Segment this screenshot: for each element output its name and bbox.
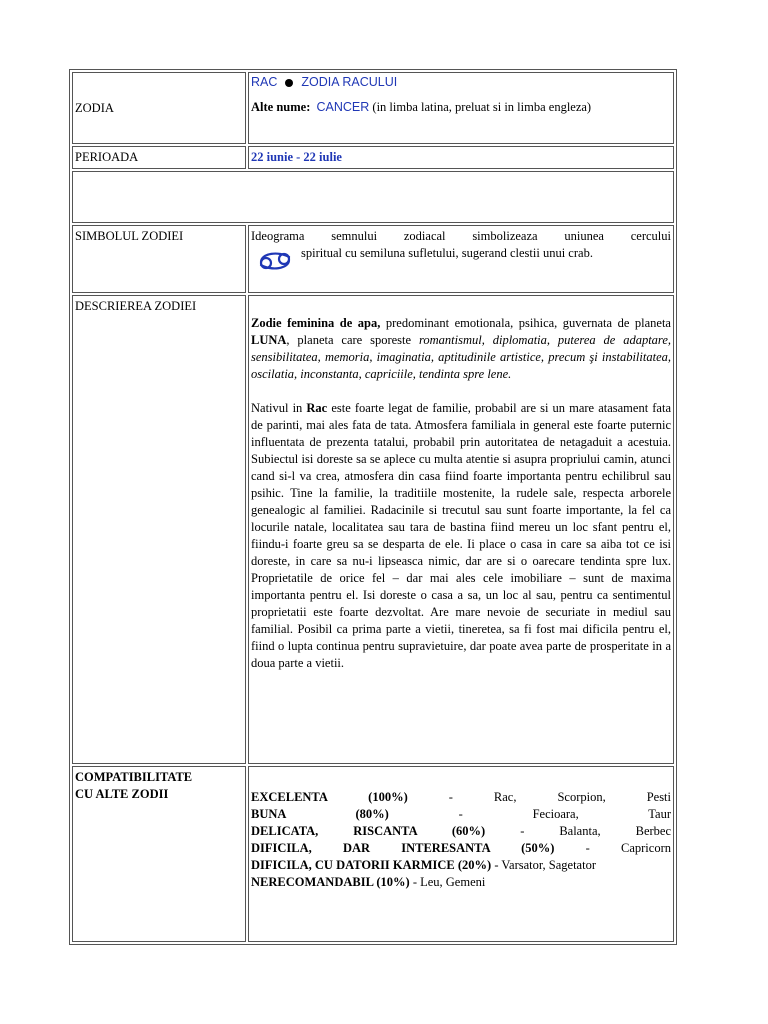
label-compatibilitate: COMPATIBILITATE CU ALTE ZODII (72, 766, 246, 942)
value-compatibilitate (248, 766, 674, 942)
label-descriere: DESCRIEREA ZODIEI (72, 295, 246, 764)
row-zodia (72, 72, 674, 144)
row-compatibilitate (72, 766, 674, 942)
compat-item: NERECOMANDABIL (10%) - Leu, Gemeni (251, 875, 486, 889)
alt-names-label: Alte nume: (251, 100, 311, 114)
cancer-zodiac-icon (257, 249, 293, 278)
alt-name-value: CANCER (316, 100, 370, 114)
value-perioada (248, 146, 674, 169)
value-zodia (248, 72, 674, 144)
bullet-icon (285, 79, 293, 87)
compat-item: EXCELENTA (100%) - Rac, Scorpion, Pesti (251, 790, 672, 804)
row-simbol (72, 225, 674, 293)
zodiac-short-name: RAC (251, 75, 278, 89)
symbol-text-line2: spiritual cu semiluna sufletului, sugerand clestii unui crab. (301, 246, 593, 260)
row-descriere (72, 295, 674, 764)
description-paragraph-1: Zodie feminina de apa, predominant emotionala, psihica, guvernata de planeta LUNA, planeta care sporeste romantismul, diplomatia, puterea de adaptare, sensibilitatea, memoria, imaginatia, aptitudinile artistice, precum şi instabilitatea, oscilatia, inconstanta, capriciile, tendinta spre lene. (251, 316, 671, 381)
label-zodia: ZODIA (72, 72, 246, 144)
row-empty (72, 171, 674, 223)
compat-item: DIFICILA, CU DATORII KARMICE (20%) - Varsator, Sagetator (251, 858, 596, 872)
period-value: 22 iunie - 22 iulie (251, 150, 342, 164)
alt-name-note: (in limba latina, preluat si in limba engleza) (372, 100, 592, 114)
zodiac-full-name: ZODIA RACULUI (301, 75, 398, 89)
label-perioada: PERIOADA (72, 146, 246, 169)
symbol-text-line1: Ideograma semnului zodiacal simbolizeaza uniunea cercului (251, 229, 671, 243)
compat-item: BUNA (80%) - Fecioara, Taur (251, 807, 671, 821)
compat-item: DIFICILA, DAR INTERESANTA (50%) - Capricorn (251, 841, 671, 855)
compat-item: DELICATA, RISCANTA (60%) - Balanta, Berbec (251, 824, 671, 838)
row-perioada (72, 146, 674, 169)
label-simbol: SIMBOLUL ZODIEI (72, 225, 246, 293)
zodiac-info-table (69, 69, 677, 945)
description-paragraph-2: Nativul in Rac este foarte legat de familie, probabil are si un mare atasament fata de parinti, mai ales fata de tata. Atmosfera familiala in general este foarte puternic influentata de prezenta tatalui, probabil prin autoritatea de netagaduit a acestuia. Subiectul isi doreste sa se aplece cu multa atentie si asupra propriului camin, atunci cand si-l va crea, atmosfera din casa fiind foarte importanta pentru echilibrul sau psihic. Tine la familie, la traditiile mostenite, la rudele sale, respecta arborele genealogic al familiei. Radacinile si trecutul sau sunt foarte importante, la fel ca locurile natale, localitatea sau tara de bastina fiind mereu un loc sfant pentru el, fiindu-i foarte greu sa se desparta de ele. Ii place o casa in care sa aiba tot ce isi doreste, in care sa nu-i lipseasca nimic, dar are si o oarecare tendinta spre lux. Proprietatile de orice fel – dar mai ales cele imobiliare – sunt de maxima importanta pentru el. Isi doreste o casa a sa, un loc al sau, pentru ca sentimentul proprietatii este foarte dezvoltat. Are mare nevoie de securiate in mediul sau familial. Posibil ca prima parte a vietii, tineretea, sa fi fost mai dificila pentru el, fiind o lupta continua pentru supravietuire, dar poate avea parte de prosperitate in a doua parte a vietii. (251, 401, 671, 670)
value-simbol (248, 225, 674, 293)
empty-cell (72, 171, 674, 223)
value-descriere (248, 295, 674, 764)
